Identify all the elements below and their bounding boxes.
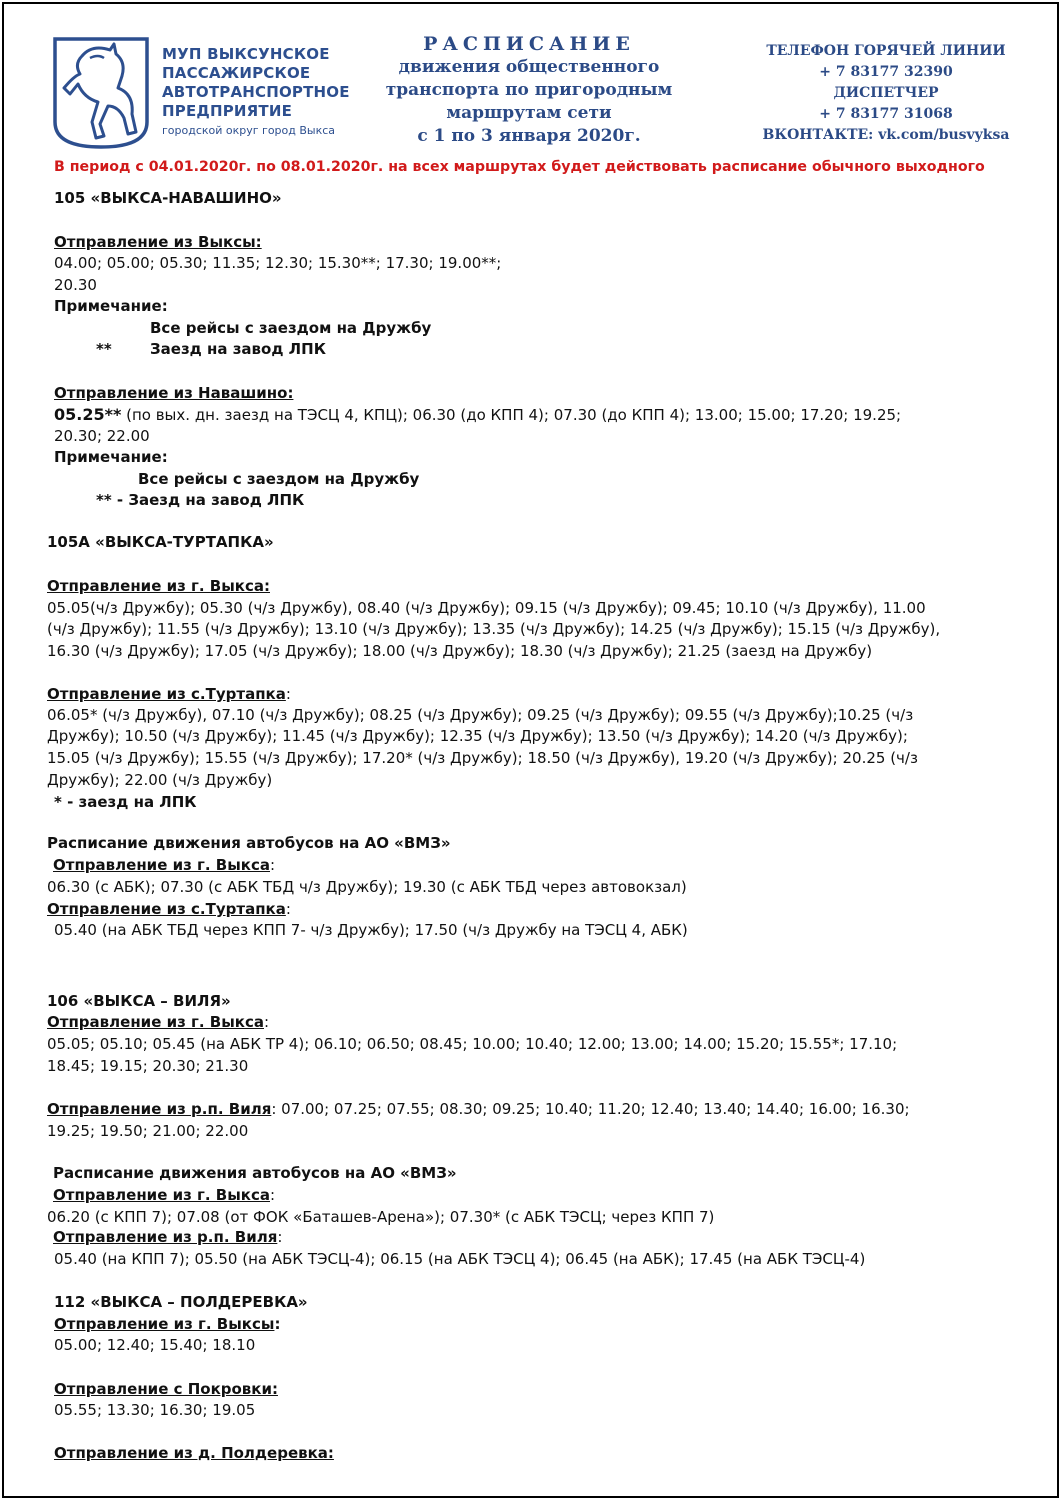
hotline-label: ТЕЛЕФОН ГОРЯЧЕЙ ЛИНИИ xyxy=(766,43,1006,59)
label-text: Отправление из г. Выксы xyxy=(54,1315,275,1333)
organization-name xyxy=(162,45,350,137)
title-line: транспорта по пригородным xyxy=(385,80,673,100)
route-105-departure-navashino-times: 20.30; 22.00 xyxy=(54,427,150,445)
route-105a-vmz-departure-turtapka-times: 05.40 (на АБК ТБД через КПП 7- ч/з Дружбу); 17.50 (ч/з Дружбу на ТЭСЦ 4, АБК) xyxy=(54,921,688,939)
route-106-departure-vyksa-label: Отправление из г. Выкса: xyxy=(47,1013,270,1031)
route-105a-departure-vyksa-times: 05.05(ч/з Дружбу); 05.30 (ч/з Дружбу), 08.40 (ч/з Дружбу); 09.15 (ч/з Дружбу); 09.45; 10.10 (ч/з Дружбу), 11.00 xyxy=(47,599,926,617)
first-departure: 05.25** xyxy=(54,405,122,424)
route-112-departure-vyksa-times: 05.00; 12.40; 15.40; 18.10 xyxy=(54,1336,256,1354)
horse-emblem-logo xyxy=(52,36,150,150)
holiday-notice: В период с 04.01.2020г. по 08.01.2020г. на всех маршрутах будет действовать расписание обычного выходного xyxy=(54,159,985,175)
route-105-note: Заезд на завод ЛПК xyxy=(150,340,326,358)
route-105-note-label: Примечание: xyxy=(54,297,168,315)
label-text: Отправление из р.п. Виля xyxy=(53,1228,278,1246)
route-105-note-mark: ** xyxy=(96,340,112,358)
route-105a-departure-turtapka-times: Дружбу); 22.00 (ч/з Дружбу) xyxy=(47,771,273,789)
route-105a-vmz-departure-vyksa-label: Отправление из г. Выкса: xyxy=(53,856,276,874)
route-105a-vmz-title: Расписание движения автобусов на АО «ВМЗ» xyxy=(47,834,451,852)
route-105-note: Все рейсы с заездом на Дружбу xyxy=(138,470,420,488)
title-heading: РАСПИСАНИЕ xyxy=(423,33,635,55)
route-106-vmz-departure-vyksa-label: Отправление из г. Выкса: xyxy=(53,1186,276,1204)
org-line: АВТОТРАНСПОРТНОЕ xyxy=(162,83,350,101)
route-105a-departure-turtapka-times: Дружбу); 10.50 (ч/з Дружбу); 11.45 (ч/з Дружбу); 12.35 (ч/з Дружбу); 13.50 (ч/з Дружбу); 14.20 (ч/з Дружбу); xyxy=(47,727,908,745)
route-105a-departure-vyksa-times: (ч/з Дружбу); 11.55 (ч/з Дружбу); 13.10 (ч/з Дружбу); 13.35 (ч/з Дружбу); 14.25 (ч/з Дружбу); 15.15 (ч/з Дружбу), xyxy=(47,620,941,638)
route-105-departure-vyksa-times: 20.30 xyxy=(54,276,97,294)
route-105-note: ** - Заезд на завод ЛПК xyxy=(96,491,305,509)
schedule-page xyxy=(2,2,1059,1498)
departure-details: (по вых. дн. заезд на ТЭСЦ 4, КПЦ); 06.30 (до КПП 4); 07.30 (до КПП 4); 13.00; 15.00; 17.20; 19.25; xyxy=(121,406,902,424)
title-line: с 1 по 3 января 2020г. xyxy=(417,126,641,146)
route-112-departure-pokrovka-times: 05.55; 13.30; 16.30; 19.05 xyxy=(54,1401,256,1419)
label-text: Отправление из с.Туртапка xyxy=(47,900,286,918)
route-105-note-label: Примечание: xyxy=(54,448,168,466)
label-text: Отправление из г. Выкса xyxy=(53,1186,270,1204)
route-105a-title: 105А «ВЫКСА-ТУРТАПКА» xyxy=(47,533,274,551)
org-line: ПАССАЖИРСКОЕ xyxy=(162,64,311,82)
route-106-departure-vyksa-times: 05.05; 05.10; 05.45 (на АБК ТР 4); 06.10; 06.50; 08.45; 10.00; 10.40; 12.00; 13.00; 14.00; 15.20; 15.55*; 17.10; xyxy=(47,1035,898,1053)
route-106-vmz-departure-vilya-label: Отправление из р.п. Виля: xyxy=(53,1228,283,1246)
org-line: МУП ВЫКСУНСКОЕ xyxy=(162,45,330,63)
org-subtitle: городской округ город Выкса xyxy=(162,124,336,137)
route-105a-note: * - заезд на ЛПК xyxy=(54,793,197,811)
route-106-vmz-departure-vilya-times: 05.40 (на КПП 7); 05.50 (на АБК ТЭСЦ-4); 06.15 (на АБК ТЭСЦ 4); 06.45 (на АБК); 17.45 (на АБК ТЭСЦ-4) xyxy=(54,1250,866,1268)
route-106-vmz-departure-vyksa-times: 06.20 (с КПП 7); 07.08 (от ФОК «Баташев-Арена»); 07.30* (с АБК ТЭСЦ; через КПП 7) xyxy=(47,1208,715,1226)
route-112-departure-vyksa-label: Отправление из г. Выксы: xyxy=(54,1315,281,1333)
route-106-vmz-title: Расписание движения автобусов на АО «ВМЗ» xyxy=(53,1164,457,1182)
dispatcher-phone: + 7 83177 31068 xyxy=(819,106,953,122)
dispatcher-label: ДИСПЕТЧЕР xyxy=(833,85,939,101)
route-105-departure-vyksa-label: Отправление из Выксы: xyxy=(54,233,262,251)
departure-times: : 07.00; 07.25; 07.55; 08.30; 09.25; 10.40; 11.20; 12.40; 13.40; 14.40; 16.00; 16.30; xyxy=(271,1100,910,1118)
label-text: Отправление из с.Туртапка xyxy=(47,685,286,703)
route-105a-vmz-departure-turtapka-label: Отправление из с.Туртапка: xyxy=(47,900,291,918)
label-colon: : xyxy=(285,685,291,703)
route-105-departure-navashino-label: Отправление из Навашино: xyxy=(54,384,294,402)
label-text: Отправление из р.п. Виля xyxy=(47,1100,272,1118)
route-106-departure-vyksa-times: 18.45; 19.15; 20.30; 21.30 xyxy=(47,1057,249,1075)
label-text: Отправление из г. Выкса xyxy=(53,856,270,874)
route-106-departure-vilya-times: 19.25; 19.50; 21.00; 22.00 xyxy=(47,1122,249,1140)
route-105a-departure-vyksa-label: Отправление из г. Выкса: xyxy=(47,577,270,595)
contact-block xyxy=(756,41,1016,146)
route-112-title: 112 «ВЫКСА – ПОЛДЕРЕВКА» xyxy=(54,1293,308,1311)
title-line: маршрутам сети xyxy=(446,103,612,123)
route-105a-departure-turtapka-times: 15.05 (ч/з Дружбу); 15.55 (ч/з Дружбу); 17.20* (ч/з Дружбу); 18.50 (ч/з Дружбу), 19.20 (ч/з Дружбу); 20.25 (ч/з xyxy=(47,749,918,767)
label-text: Отправление из г. Выкса xyxy=(47,1013,264,1031)
org-line: ПРЕДПРИЯТИЕ xyxy=(162,102,293,120)
route-105a-departure-turtapka-label xyxy=(47,685,291,703)
route-105-departure-vyksa-times: 04.00; 05.00; 05.30; 11.35; 12.30; 15.30**; 17.30; 19.00**; xyxy=(54,254,502,272)
route-105-title: 105 «ВЫКСА-НАВАШИНО» xyxy=(54,189,282,207)
route-105a-vmz-departure-vyksa-times: 06.30 (с АБК); 07.30 (с АБК ТБД ч/з Дружбу); 19.30 (с АБК ТБД через автовокзал) xyxy=(47,878,687,896)
vk-link[interactable]: ВКОНТАКТЕ: vk.com/busvyksa xyxy=(762,127,1010,143)
route-112-departure-polderevka-label: Отправление из д. Полдеревка: xyxy=(54,1444,334,1462)
title-line: движения общественного xyxy=(398,57,660,77)
route-112-departure-pokrovka-label: Отправление с Покровки: xyxy=(54,1380,278,1398)
hotline-phone: + 7 83177 32390 xyxy=(819,64,953,80)
route-105-note: Все рейсы с заездом на Дружбу xyxy=(150,319,432,337)
document-title xyxy=(374,33,684,148)
route-105-departure-navashino-times xyxy=(54,405,901,424)
route-106-title: 106 «ВЫКСА – ВИЛЯ» xyxy=(47,992,231,1010)
route-105a-departure-turtapka-times: 06.05* (ч/з Дружбу), 07.10 (ч/з Дружбу); 08.25 (ч/з Дружбу); 09.25 (ч/з Дружбу); 09.55 (ч/з Дружбу);10.25 (ч/з xyxy=(47,706,914,724)
route-106-departure-vilya xyxy=(47,1100,910,1118)
route-105a-departure-vyksa-times: 16.30 (ч/з Дружбу); 17.05 (ч/з Дружбу); 18.00 (ч/з Дружбу); 18.30 (ч/з Дружбу); 21.25 (заезд на Дружбу) xyxy=(47,642,873,660)
